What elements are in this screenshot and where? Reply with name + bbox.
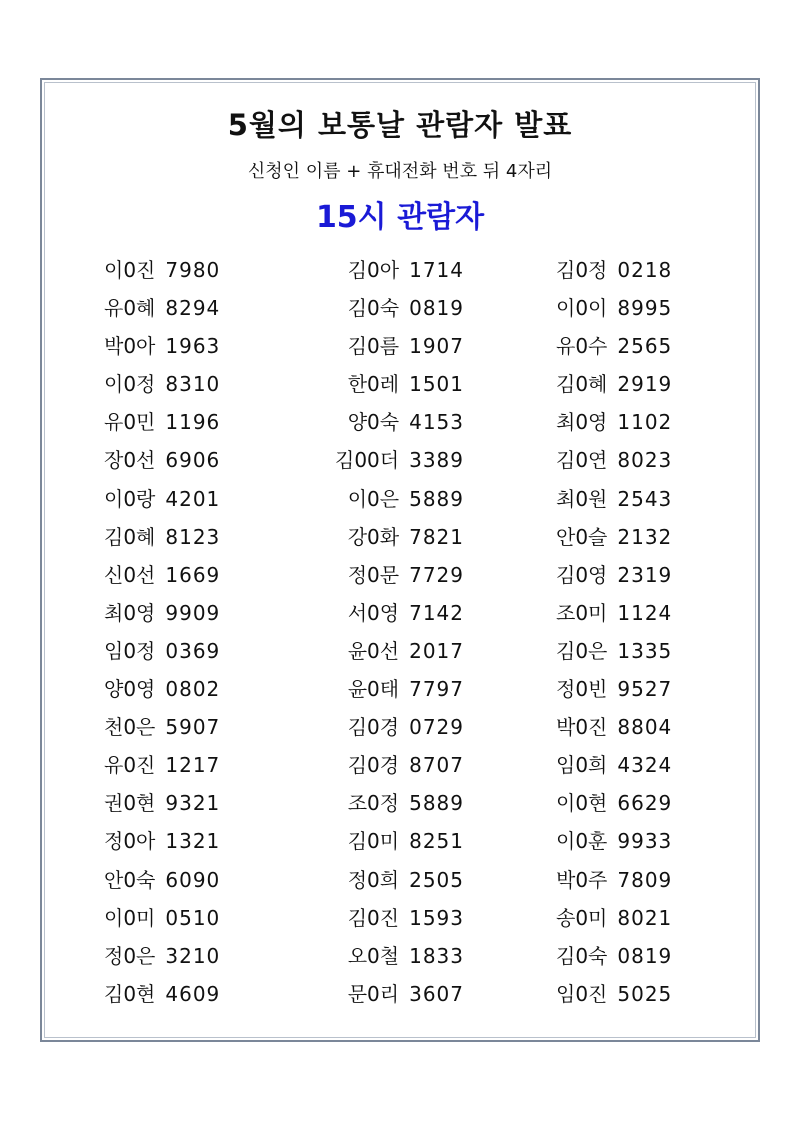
winner-name: 장0선 [104,448,156,473]
phone-last-four: 8251 [409,829,464,854]
winner-entry [556,861,746,899]
phone-last-four: 1669 [165,562,221,587]
winner-column-2 [328,251,518,1013]
winner-name: 권0현 [104,791,156,816]
winner-entry [104,251,294,289]
phone-last-four: 8310 [165,372,221,397]
winner-name: 임0진 [556,981,608,1006]
winner-name: 양0숙 [347,410,400,435]
phone-last-four: 8995 [617,296,673,321]
winner-name: 안0숙 [104,867,156,892]
phone-last-four: 6629 [617,791,673,816]
winner-entry [556,441,746,479]
winner-entry [104,403,294,441]
phone-last-four: 9527 [617,677,673,702]
winner-name: 유0혜 [104,296,156,321]
winner-entry [104,822,294,860]
winner-name: 박0아 [104,334,156,359]
phone-last-four: 2565 [617,334,673,359]
winner-name: 정0아 [104,829,156,854]
winner-name: 최0영 [556,410,608,435]
winner-entry [104,480,294,518]
winner-entry [556,289,746,327]
winner-entry [328,403,464,441]
winner-entry [328,289,464,327]
winner-entry [104,365,294,403]
phone-last-four: 8021 [617,905,673,930]
winner-entry [556,480,746,518]
winner-name: 윤0태 [347,677,400,702]
winner-name: 김0름 [347,334,400,359]
phone-last-four: 4153 [409,410,464,435]
winner-name: 서0영 [347,600,400,625]
phone-last-four: 4609 [165,981,221,1006]
winner-name: 이0훈 [556,829,608,854]
winner-entry [104,784,294,822]
phone-last-four: 2919 [617,372,673,397]
winner-name: 유0수 [556,334,608,359]
winner-entry [104,632,294,670]
winner-entry [104,327,294,365]
winner-entry [556,251,746,289]
winner-entry [556,937,746,975]
winner-entry [328,670,464,708]
phone-last-four: 0218 [617,258,673,282]
winner-entry [328,632,464,670]
phone-last-four: 1714 [409,258,464,282]
winner-name: 이0미 [104,905,156,930]
winner-entry [104,975,294,1013]
winner-entry [104,937,294,975]
winner-name: 한0레 [347,372,400,397]
winner-name: 안0슬 [556,524,608,549]
phone-last-four: 1124 [617,600,673,625]
phone-last-four: 1335 [617,638,673,663]
winner-entry [556,746,746,784]
phone-last-four: 8023 [617,448,673,473]
winner-name: 강0화 [347,524,400,549]
winner-name: 정0빈 [556,677,608,702]
phone-last-four: 7980 [165,258,221,282]
phone-last-four: 1833 [409,943,464,968]
phone-last-four: 1217 [165,753,221,778]
winner-name: 임0희 [556,753,608,778]
winner-entry [104,518,294,556]
page-title: 5월의 보통날 관람자 발표 [227,108,573,142]
phone-last-four: 7729 [409,562,464,587]
phone-last-four: 7809 [617,867,673,892]
phone-last-four: 2543 [617,486,673,511]
winner-entry [104,594,294,632]
winner-entry [556,594,746,632]
winner-name: 최0원 [556,486,608,511]
winner-entry [328,937,464,975]
phone-last-four: 2319 [617,562,673,587]
winner-name: 김0경 [347,753,400,778]
phone-last-four: 2017 [409,638,464,663]
winner-name: 김0연 [556,448,608,473]
phone-last-four: 0510 [165,905,221,930]
winner-name: 김0정 [556,258,608,282]
phone-last-four: 0369 [165,638,221,663]
winner-entry [556,632,746,670]
phone-last-four: 6090 [165,867,221,892]
winner-entry [556,784,746,822]
phone-last-four: 0729 [409,715,464,740]
winner-name: 정0희 [347,867,400,892]
winner-name: 이0현 [556,791,608,816]
winner-entry [328,899,464,937]
winner-entry [556,403,746,441]
winner-entry [556,822,746,860]
winner-entry [328,784,464,822]
winner-name: 천0은 [104,715,156,740]
phone-last-four: 3389 [409,448,464,473]
winner-entry [328,365,464,403]
phone-last-four: 1102 [617,410,673,435]
phone-last-four: 4324 [617,753,673,778]
winner-entry [556,670,746,708]
winner-entry [104,441,294,479]
winner-entry [104,670,294,708]
winner-entry [104,746,294,784]
winner-entry [104,899,294,937]
winner-entry [328,441,464,479]
phone-last-four: 1963 [165,334,221,359]
phone-last-four: 1907 [409,334,464,359]
winner-entry [328,861,464,899]
winner-name: 이0이 [556,296,608,321]
winner-entry [328,556,464,594]
phone-last-four: 0819 [617,943,673,968]
winner-column-3 [556,251,746,1013]
winner-entry [328,327,464,365]
winner-name: 유0진 [104,753,156,778]
winner-entry [556,975,746,1013]
winner-name: 김0숙 [347,296,400,321]
winner-entry [328,708,464,746]
phone-last-four: 9909 [165,600,221,625]
winner-name: 박0주 [556,867,608,892]
winner-entry [104,289,294,327]
winner-name: 조0미 [556,600,608,625]
phone-last-four: 7797 [409,677,464,702]
winner-name: 이0랑 [104,486,156,511]
phone-last-four: 2505 [409,867,464,892]
winner-name: 김0혜 [556,372,608,397]
winner-entry [328,822,464,860]
phone-last-four: 3607 [409,981,464,1006]
winner-entry [328,746,464,784]
winner-name: 김0숙 [556,943,608,968]
phone-last-four: 9933 [617,829,673,854]
winner-name: 양0영 [104,677,156,702]
winner-entry [556,518,746,556]
winner-entry [328,251,464,289]
phone-last-four: 5907 [165,715,221,740]
winner-name: 최0영 [104,600,156,625]
phone-last-four: 5889 [409,791,464,816]
phone-last-four: 1321 [165,829,221,854]
winner-name: 송0미 [556,905,608,930]
winner-name: 김0혜 [104,524,156,549]
winner-name: 윤0선 [347,638,400,663]
phone-last-four: 7821 [409,524,464,549]
phone-last-four: 8294 [165,296,221,321]
phone-last-four: 8804 [617,715,673,740]
winner-name: 김0영 [556,562,608,587]
winner-entry [328,975,464,1013]
winner-name: 이0정 [104,372,156,397]
winner-entry [104,861,294,899]
winner-entry [328,518,464,556]
session-heading: 15시 관람자 [315,200,485,235]
phone-last-four: 8707 [409,753,464,778]
winner-name: 김00더 [335,448,400,473]
phone-last-four: 7142 [409,600,464,625]
winner-entry [556,899,746,937]
winner-entry [104,556,294,594]
winner-name: 이0은 [347,486,400,511]
phone-last-four: 5889 [409,486,464,511]
winner-entry [104,708,294,746]
winner-name: 정0은 [104,943,156,968]
phone-last-four: 6906 [165,448,221,473]
winner-entry [556,556,746,594]
phone-last-four: 3210 [165,943,221,968]
winner-entry [556,708,746,746]
phone-last-four: 8123 [165,524,221,549]
winner-name: 박0진 [556,715,608,740]
winner-name: 김0진 [347,905,400,930]
winner-column-1 [104,251,294,1013]
winner-entry [556,365,746,403]
winner-name: 임0정 [104,638,156,663]
phone-last-four: 9321 [165,791,221,816]
winner-name: 김0현 [104,981,156,1006]
winner-name: 오0철 [347,943,400,968]
phone-last-four: 4201 [165,486,221,511]
phone-last-four: 0819 [409,296,464,321]
phone-last-four: 5025 [617,981,673,1006]
winner-entry [328,480,464,518]
phone-last-four: 1593 [409,905,464,930]
winner-name: 김0미 [347,829,400,854]
winner-name: 이0진 [104,258,156,282]
winner-name: 유0민 [104,410,156,435]
winner-name: 김0경 [347,715,400,740]
winner-name: 신0선 [104,562,156,587]
phone-last-four: 0802 [165,677,221,702]
winner-entry [556,327,746,365]
phone-last-four: 2132 [617,524,673,549]
page-subtitle: 신청인 이름 + 휴대전화 번호 뒤 4자리 [247,161,553,182]
winner-name: 김0은 [556,638,608,663]
winner-name: 김0아 [347,258,400,282]
winner-name: 문0리 [347,981,400,1006]
phone-last-four: 1196 [165,410,221,435]
phone-last-four: 1501 [409,372,464,397]
winner-name: 조0정 [347,791,400,816]
winner-name: 정0문 [347,562,400,587]
winner-entry [328,594,464,632]
